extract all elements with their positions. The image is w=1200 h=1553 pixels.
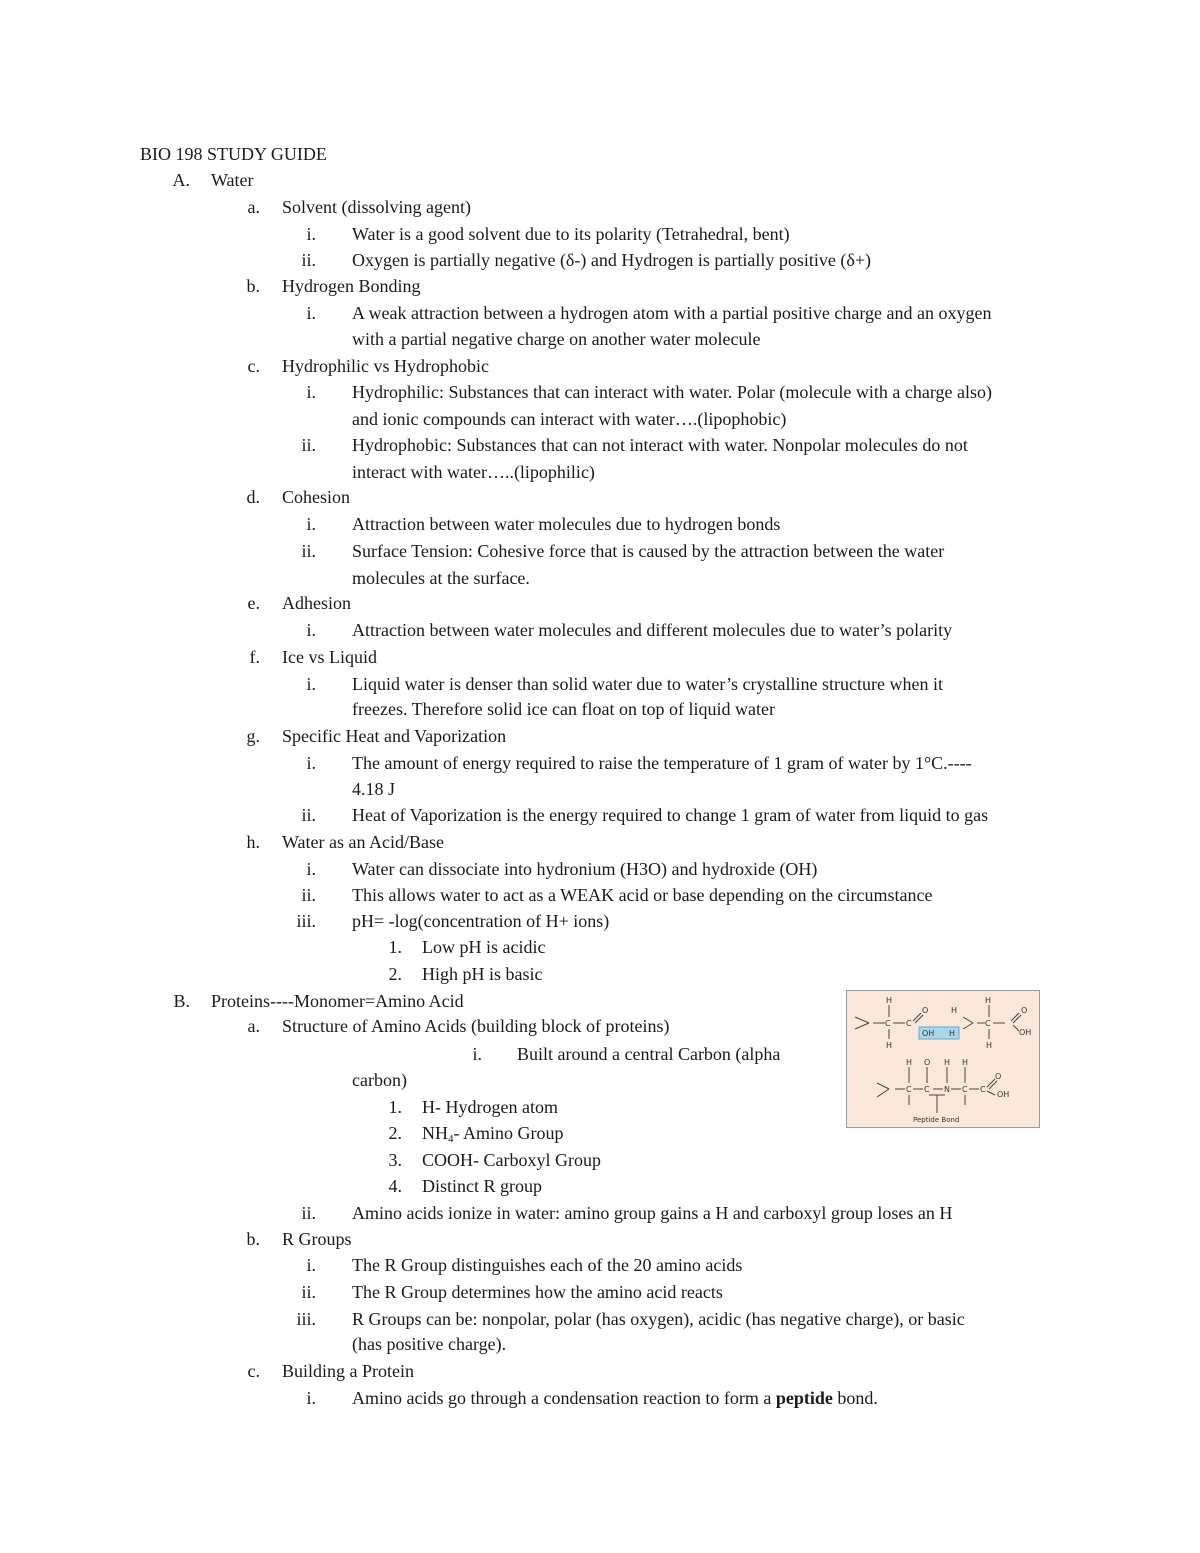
list-marker: iii. [296, 911, 316, 931]
list-marker: ii. [301, 805, 316, 825]
item-text: The R Group determines how the amino acid reacts [352, 1282, 723, 1302]
list-marker: i. [306, 303, 316, 323]
list-marker: b. [246, 1229, 260, 1249]
list-marker: g. [246, 726, 260, 746]
list-marker: 1. [388, 1097, 402, 1117]
peptide-bond-diagram [846, 990, 1040, 1128]
list-marker: ii. [301, 435, 316, 455]
item-text: Hydrophobic: Substances that can not interact with water. Nonpolar molecules do not [352, 435, 968, 455]
item-text: Heat of Vaporization is the energy required to change 1 gram of water from liquid to gas [352, 805, 989, 825]
item-text: Surface Tension: Cohesive force that is caused by the attraction between the water [352, 541, 945, 561]
list-marker: i. [306, 224, 316, 244]
list-marker: b. [246, 276, 260, 296]
atom-label: H [944, 1058, 951, 1067]
atom-label: C [924, 1085, 930, 1094]
list-marker: i. [306, 1255, 316, 1275]
list-marker: e. [247, 593, 260, 613]
list-marker: f. [249, 647, 260, 667]
item-text-continued: carbon) [352, 1070, 407, 1090]
item-label: Hydrogen Bonding [282, 276, 421, 296]
item-label: Hydrophilic vs Hydrophobic [282, 356, 489, 376]
item-text: A weak attraction between a hydrogen atom with a partial positive charge and an oxygen [352, 303, 992, 323]
item-text: COOH- Carboxyl Group [422, 1150, 601, 1170]
list-marker: 2. [388, 964, 402, 984]
list-marker: ii. [301, 885, 316, 905]
list-marker: i. [306, 859, 316, 879]
list-marker: iii. [296, 1309, 316, 1329]
list-marker: i. [306, 753, 316, 773]
item-text-continued: freezes. Therefore solid ice can float on top of liquid water [352, 699, 775, 719]
item-text: High pH is basic [422, 964, 543, 984]
item-text: Attraction between water molecules and different molecules due to water’s polarity [352, 620, 953, 640]
atom-label: O [995, 1072, 1002, 1081]
section-label: Water [211, 170, 254, 190]
text-segment: bond. [832, 1388, 878, 1408]
peptide-bond-svg [847, 991, 1039, 1127]
list-marker: c. [247, 1361, 260, 1381]
item-text: Amino acids ionize in water: amino group gains a H and carboxyl group loses an H [352, 1203, 953, 1223]
atom-label: C [985, 1019, 991, 1028]
item-text-continued: interact with water…..(lipophilic) [352, 462, 595, 482]
list-marker: ii. [301, 1282, 316, 1302]
item-label: R Groups [282, 1229, 352, 1249]
item-text-continued: with a partial negative charge on another water molecule [352, 329, 761, 349]
list-marker: B. [173, 991, 190, 1011]
formula-suffix: - Amino Group [453, 1123, 564, 1143]
item-text: Liquid water is denser than solid water due to water’s crystalline structure when it [352, 674, 943, 694]
list-marker: d. [246, 487, 260, 507]
list-marker: 2. [388, 1123, 402, 1143]
atom-label: OH [922, 1029, 935, 1038]
atom-label: C [980, 1085, 986, 1094]
atom-label: C [906, 1019, 912, 1028]
list-marker: 1. [388, 937, 402, 957]
atom-label: N [944, 1085, 950, 1094]
item-text: Water can dissociate into hydronium (H3O) and hydroxide (OH) [352, 859, 818, 879]
item-text: Built around a central Carbon (alpha [517, 1044, 781, 1064]
bold-term: peptide [775, 1388, 833, 1408]
list-marker: i. [306, 674, 316, 694]
item-label: Adhesion [282, 593, 351, 613]
item-text: Water is a good solvent due to its polarity (Tetrahedral, bent) [352, 224, 790, 244]
formula-text: NH [422, 1123, 448, 1143]
formula-subscript: 4 [448, 1133, 454, 1145]
item-label: Specific Heat and Vaporization [282, 726, 507, 746]
list-marker: A. [172, 170, 190, 190]
title-text: BIO 198 STUDY GUIDE [140, 144, 327, 164]
item-text-continued: molecules at the surface. [352, 568, 530, 588]
item-text-continued: (has positive charge). [352, 1334, 507, 1354]
list-marker: 3. [388, 1150, 402, 1170]
document-title [140, 141, 327, 167]
figure-caption: Peptide Bond [913, 1116, 960, 1124]
list-marker: ii. [301, 1203, 316, 1223]
list-marker: i. [306, 514, 316, 534]
atom-label: H [906, 1058, 913, 1067]
item-label: Building a Protein [282, 1361, 414, 1381]
item-text: Hydrophilic: Substances that can interact with water. Polar (molecule with a charge also) [352, 382, 992, 402]
list-marker: i. [472, 1044, 482, 1064]
item-label: Water as an Acid/Base [282, 832, 444, 852]
section-label: Proteins----Monomer=Amino Acid [211, 991, 464, 1011]
list-marker: a. [247, 1016, 260, 1036]
item-text-continued: 4.18 J [352, 779, 396, 799]
atom-label: O [924, 1058, 931, 1067]
item-text: The amount of energy required to raise the temperature of 1 gram of water by 1°C.---- [352, 753, 972, 773]
atom-label: OH [1019, 1028, 1032, 1037]
list-marker: a. [247, 197, 260, 217]
item-text: H- Hydrogen atom [422, 1097, 558, 1117]
item-text: Attraction between water molecules due to hydrogen bonds [352, 514, 781, 534]
item-text: pH= -log(concentration of H+ ions) [352, 911, 610, 931]
list-marker: h. [246, 832, 260, 852]
item-text-continued: and ionic compounds can interact with water….(lipophobic) [352, 409, 787, 429]
item-text: Distinct R group [422, 1176, 542, 1196]
item-text: Oxygen is partially negative (δ-) and Hydrogen is partially positive (δ+) [352, 250, 871, 270]
item-text: R Groups can be: nonpolar, polar (has oxygen), acidic (has negative charge), or basic [352, 1309, 965, 1329]
atom-label: H [986, 1041, 993, 1050]
list-marker: i. [306, 620, 316, 640]
item-text [352, 1385, 878, 1411]
item-label: Solvent (dissolving agent) [282, 197, 471, 217]
atom-label: H [949, 1029, 956, 1038]
atom-label: O [922, 1006, 929, 1015]
atom-label: C [906, 1085, 912, 1094]
list-marker: c. [247, 356, 260, 376]
item-text: Low pH is acidic [422, 937, 546, 957]
atom-label: H [962, 1058, 969, 1067]
atom-label: OH [997, 1090, 1010, 1099]
atom-label: H [886, 996, 893, 1005]
item-text: This allows water to act as a WEAK acid or base depending on the circumstance [352, 885, 933, 905]
list-marker: ii. [301, 250, 316, 270]
text-segment: Amino acids go through a condensation reaction to form a [352, 1388, 776, 1408]
list-marker: i. [306, 382, 316, 402]
item-label: Structure of Amino Acids (building block of proteins) [282, 1016, 670, 1036]
item-label: Ice vs Liquid [282, 647, 377, 667]
item-text: The R Group distinguishes each of the 20 amino acids [352, 1255, 743, 1275]
atom-label: H [951, 1006, 958, 1015]
atom-label: O [1021, 1006, 1028, 1015]
atom-label: H [886, 1041, 893, 1050]
list-marker: i. [306, 1388, 316, 1408]
atom-label: C [962, 1085, 968, 1094]
item-label: Cohesion [282, 487, 351, 507]
list-marker: ii. [301, 541, 316, 561]
atom-label: C [885, 1019, 891, 1028]
atom-label: H [985, 996, 992, 1005]
list-marker: 4. [388, 1176, 402, 1196]
